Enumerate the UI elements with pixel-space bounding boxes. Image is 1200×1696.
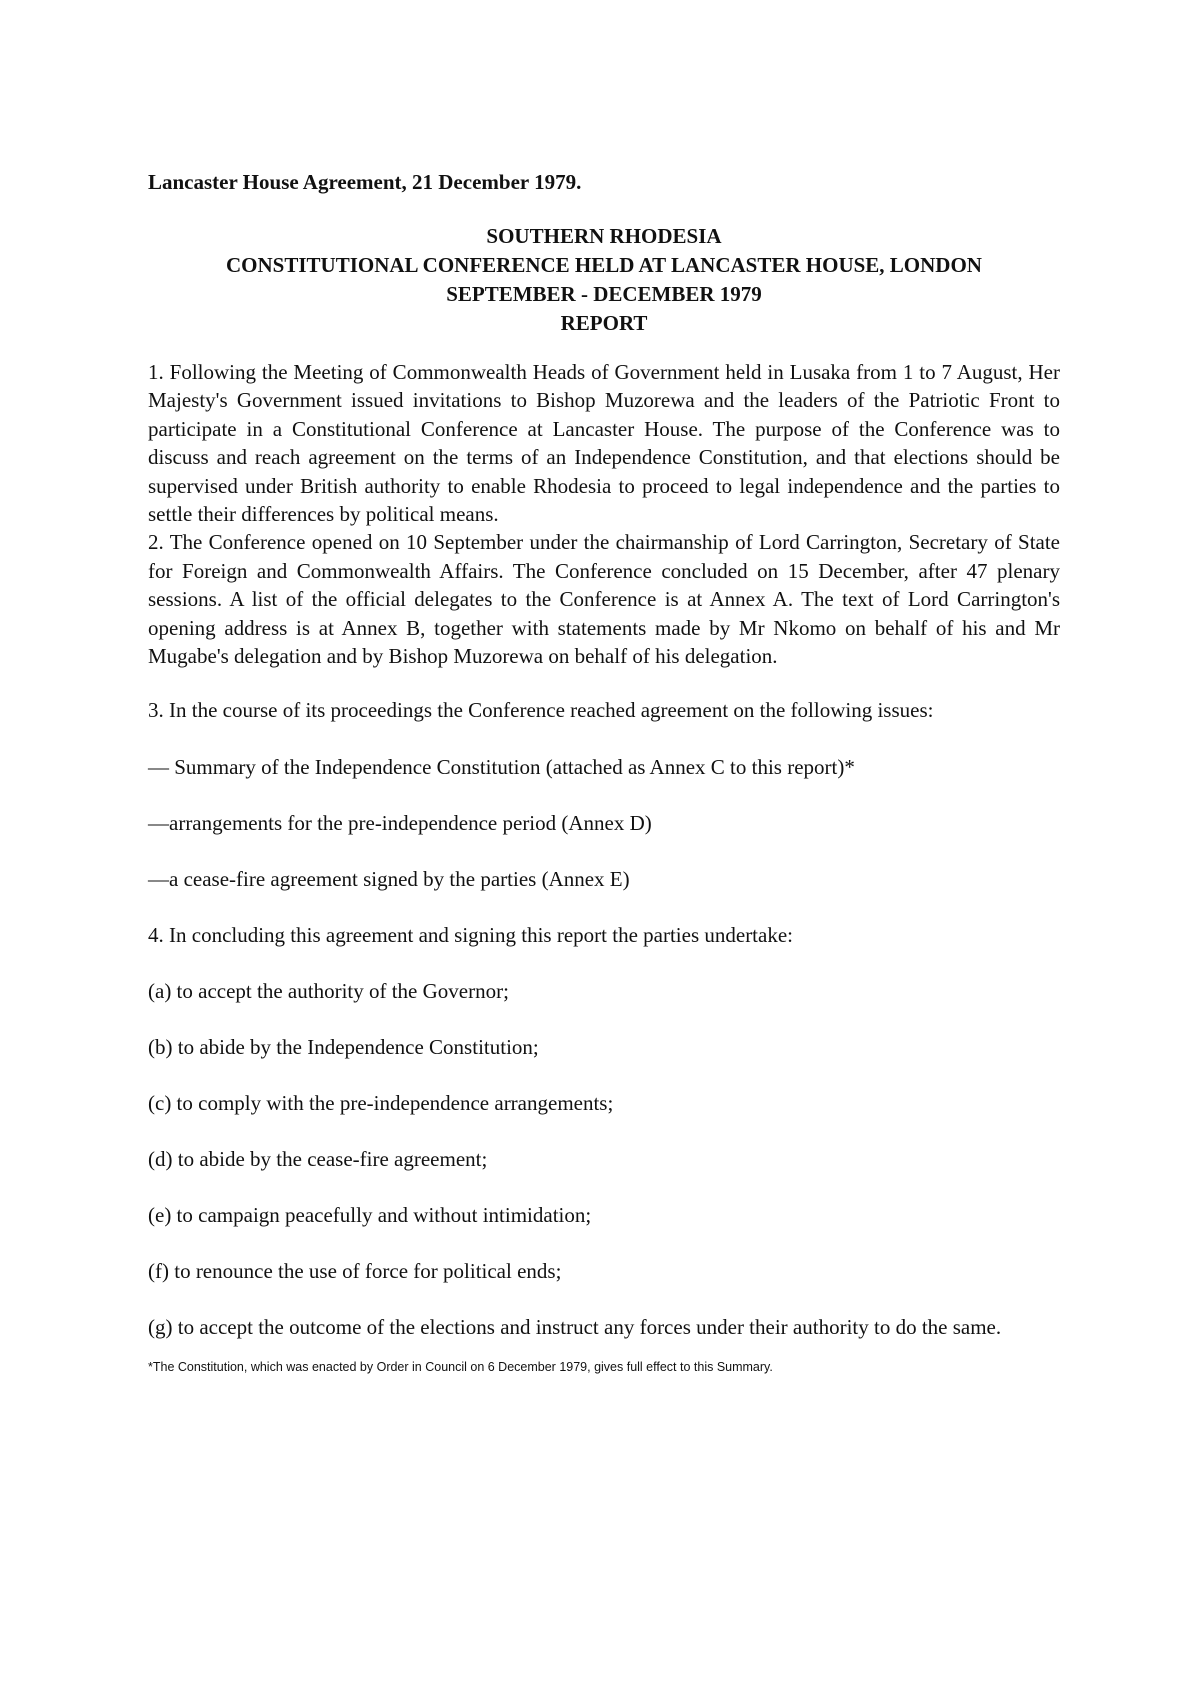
paragraph-1: 1. Following the Meeting of Commonwealth Heads of Government held in Lusaka from 1 to 7 August, Her Majesty's Government issued invitations to Bishop Muzorewa and the leaders of the Patriotic Front to participate in a Constitutional Conference at Lancaster House. The purpose of the Conference was to discuss and reach agreement on the terms of an Independence Constitution, and that elections should be supervised under British authority to enable Rhodesia to proceed to legal independence and the parties to settle their differences by political means.: [148, 360, 1060, 527]
heading-line-conference: CONSTITUTIONAL CONFERENCE HELD AT LANCASTER HOUSE, LONDON: [226, 253, 982, 277]
heading-line-country: SOUTHERN RHODESIA: [486, 224, 722, 248]
issue-item: —a cease-fire agreement signed by the parties (Annex E): [148, 866, 630, 891]
undertaking-item: (c) to comply with the pre-independence arrangements;: [148, 1090, 614, 1115]
report-heading: [148, 222, 1060, 338]
heading-line-dates: SEPTEMBER - DECEMBER 1979: [446, 282, 762, 306]
document-page: [148, 168, 1060, 1375]
document-title: Lancaster House Agreement, 21 December 1979.: [148, 170, 582, 194]
paragraph-2: 2. The Conference opened on 10 September under the chairmanship of Lord Carrington, Secretary of State for Foreign and Commonwealth Affairs. The Conference concluded on 15 December, after 47 plenary sessions. A list of the official delegates to the Conference is at Annex A. The text of Lord Carrington's opening address is at Annex B, together with statements made by Mr Nkomo on behalf of his and Mr Mugabe's delegation and by Bishop Muzorewa on behalf of his delegation.: [148, 530, 1060, 669]
undertaking-item: (e) to campaign peacefully and without intimidation;: [148, 1202, 592, 1227]
undertaking-item: (f) to renounce the use of force for political ends;: [148, 1258, 562, 1283]
undertaking-item: (g) to accept the outcome of the elections and instruct any forces under their authority to do the same.: [148, 1314, 1002, 1339]
paragraph-4: 4. In concluding this agreement and signing this report the parties undertake:: [148, 922, 793, 947]
undertaking-item: (b) to abide by the Independence Constitution;: [148, 1034, 539, 1059]
issue-item: —arrangements for the pre-independence period (Annex D): [148, 810, 652, 835]
undertaking-item: (a) to accept the authority of the Governor;: [148, 978, 509, 1003]
undertaking-item: (d) to abide by the cease-fire agreement;: [148, 1146, 488, 1171]
paragraph-3: 3. In the course of its proceedings the Conference reached agreement on the following issues:: [148, 698, 934, 723]
heading-line-report: REPORT: [560, 311, 648, 335]
issue-item: — Summary of the Independence Constitution (attached as Annex C to this report)*: [148, 754, 855, 779]
footnote: *The Constitution, which was enacted by Order in Council on 6 December 1979, gives full effect to this Summary.: [148, 1359, 773, 1374]
